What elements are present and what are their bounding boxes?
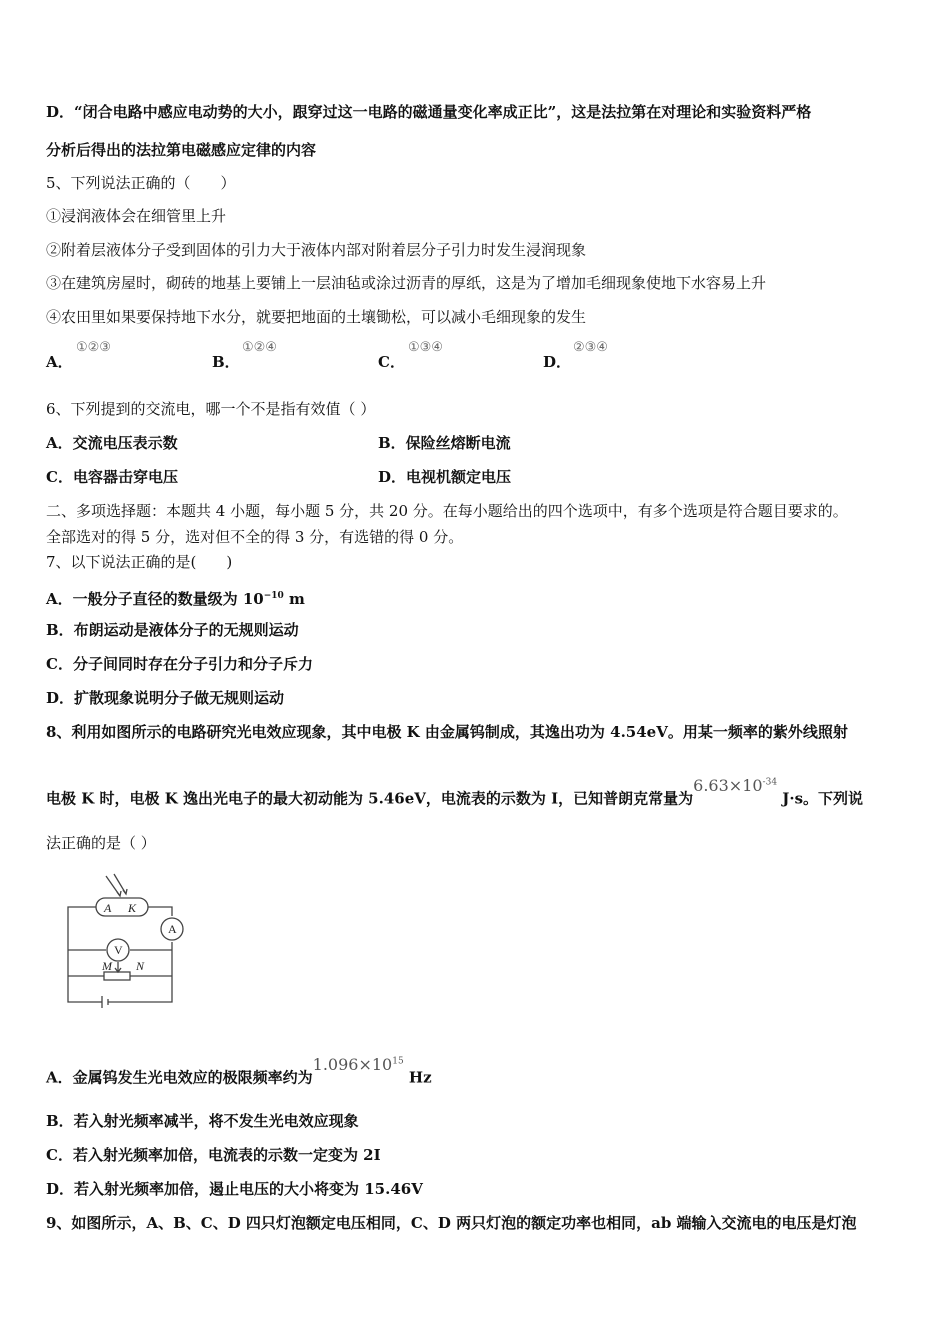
q7-option-b: B．布朗运动是液体分子的无规则运动 <box>46 621 299 639</box>
q8-option-b: B．若入射光频率减半，将不发生光电效应现象 <box>46 1112 359 1130</box>
q8-stem-line3: 法正确的是（ ） <box>46 834 156 852</box>
q5-option-b-label: B． <box>212 353 240 371</box>
q7-stem: 7、以下说法正确的是( ) <box>46 553 233 571</box>
q6-option-c: C．电容器击穿电压 <box>46 468 178 486</box>
q5-option-d-label: D． <box>543 353 572 371</box>
q5-statement-1: ①浸润液体会在细管里上升 <box>46 207 227 225</box>
q6-option-d: D．电视机额定电压 <box>378 468 512 486</box>
q5-statement-2: ②附着层液体分子受到固体的引力大于液体内部对附着层分子引力时发生浸润现象 <box>46 241 587 259</box>
ammeter-label: A <box>168 922 177 936</box>
threshold-frequency <box>313 1055 404 1074</box>
q8-option-c: C．若入射光频率加倍，电流表的示数一定变为 2I <box>46 1146 381 1164</box>
q8-stem-line2 <box>46 776 864 808</box>
q4-option-d-line1: D．“闭合电路中感应电动势的大小，跟穿过这一电路的磁通量变化率成正比”，这是法拉第在对理论和实验资料严格 <box>46 103 812 121</box>
q6-stem: 6、下列提到的交流电，哪一个不是指有效值（ ） <box>46 400 376 418</box>
q7-option-a <box>46 586 305 609</box>
planck-constant-exponent: -34 <box>762 778 778 788</box>
q5-option-c-label: C． <box>378 353 405 371</box>
threshold-frequency-base: 1.096×10 <box>312 1055 393 1075</box>
rheostat <box>104 972 130 980</box>
q5-statement-4: ④农田里如果要保持地下水分，就要把地面的土壤锄松，可以减小毛细现象的发生 <box>46 308 587 326</box>
q6-option-b: B．保险丝熔断电流 <box>378 434 511 452</box>
q7-option-a-unit: m <box>283 590 305 608</box>
planck-constant-base: 6.63×10 <box>693 776 763 796</box>
threshold-frequency-exponent: 15 <box>392 1057 404 1067</box>
q7-option-a-exponent: −10 <box>263 591 284 601</box>
q5-option-b-value: ①②④ <box>242 340 277 355</box>
photoelectric-circuit-diagram <box>62 872 190 1012</box>
section2-line1: 二、多项选择题：本题共 4 小题，每小题 5 分，共 20 分。在每小题给出的四个选项中，有多个选项是符合题目要求的。 <box>46 502 848 520</box>
q5-option-d-value: ②③④ <box>573 340 608 355</box>
rheostat-n-label: N <box>136 959 145 973</box>
planck-constant <box>693 776 777 795</box>
q8-option-d: D．若入射光频率加倍，遏止电压的大小将变为 15.46V <box>46 1180 423 1198</box>
rheostat-m-label: M <box>102 959 112 973</box>
q8-stem-line2-text: 电极 K 时，电极 K 逸出光电子的最大初动能为 5.46eV，电流表的示数为 I，已知普朗克常量为 <box>46 789 694 808</box>
q7-option-c: C．分子间同时存在分子引力和分子斥力 <box>46 655 313 673</box>
electrode-k-label: K <box>128 901 137 915</box>
voltmeter-label: V <box>114 943 123 957</box>
q9-stem-line1: 9、如图所示，A、B、C、D 四只灯泡额定电压相同，C、D 两只灯泡的额定功率也相同，ab 端输入交流电的电压是灯泡 <box>46 1214 857 1232</box>
q4-option-d-line2: 分析后得出的法拉第电磁感应定律的内容 <box>46 141 317 159</box>
q5-option-a-label: A． <box>46 353 73 371</box>
q8-stem-line2-tail: J·s。下列说 <box>777 789 864 808</box>
q7-option-d: D．扩散现象说明分子做无规则运动 <box>46 689 285 707</box>
q8-option-a <box>46 1055 432 1087</box>
q5-option-a-value: ①②③ <box>76 340 111 355</box>
q7-option-a-text: A．一般分子直径的数量级为 10 <box>46 590 264 608</box>
q8-option-a-text: A．金属钨发生光电效应的极限频率约为 <box>46 1068 313 1087</box>
q5-statement-3: ③在建筑房屋时，砌砖的地基上要铺上一层油毡或涂过沥青的厚纸，这是为了增加毛细现象使地下水容易上升 <box>46 274 767 292</box>
q8-option-a-unit: Hz <box>403 1068 432 1087</box>
electrode-a-label: A <box>104 901 112 915</box>
section2-line2: 全部选对的得 5 分，选对但不全的得 3 分，有选错的得 0 分。 <box>46 528 464 546</box>
q8-stem-line1: 8、利用如图所示的电路研究光电效应现象，其中电极 K 由金属钨制成，其逸出功为 4.54eV。用某一频率的紫外线照射 <box>46 723 848 741</box>
q5-stem: 5、下列说法正确的（ ） <box>46 174 236 192</box>
q5-option-c-value: ①③④ <box>408 340 443 355</box>
q6-option-a: A．交流电压表示数 <box>46 434 178 452</box>
